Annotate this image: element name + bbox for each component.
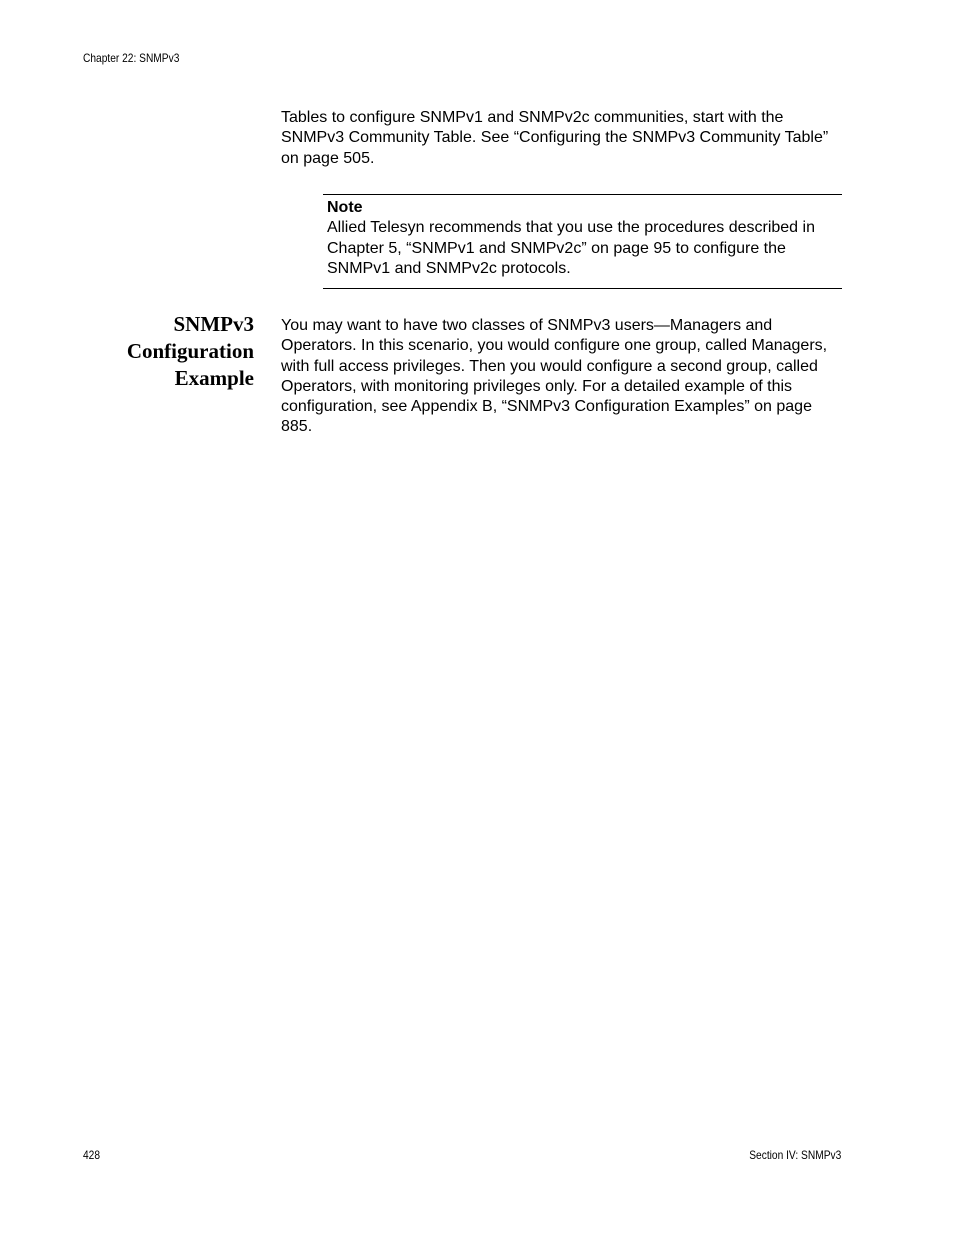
note-title: Note: [327, 199, 363, 216]
section-paragraph: You may want to have two classes of SNMPv3 users—Managers and Operators. In this scenario, you would configure one group, called Managers, with full access privileges. Then you would configure a second group, called Operators, with monitoring privileges only. For a detailed example of this configuration, see Appendix B, “SNMPv3 Configuration Examples” on page 885.: [281, 317, 828, 436]
note-text: Allied Telesyn recommends that you use the procedures described in Chapter 5, “SNMPv1 and SNMPv2c” on page 95 to configure the SNMPv1 and SNMPv2c protocols.: [327, 219, 815, 277]
page-number: 428: [83, 1148, 101, 1162]
section-heading-line: SNMPv3: [173, 312, 254, 336]
running-footer-section: Section IV: SNMPv3: [748, 1148, 841, 1162]
section-heading-line: Example: [174, 366, 254, 390]
section-heading: [90, 311, 254, 392]
section-heading-line: Configuration: [126, 339, 254, 363]
running-header: Chapter 22: SNMPv3: [83, 51, 180, 65]
intro-paragraph: Tables to configure SNMPv1 and SNMPv2c communities, start with the SNMPv3 Community Table. See “Configuring the SNMPv3 Community Table” on page 505.: [281, 109, 829, 167]
note-box: [323, 194, 842, 289]
